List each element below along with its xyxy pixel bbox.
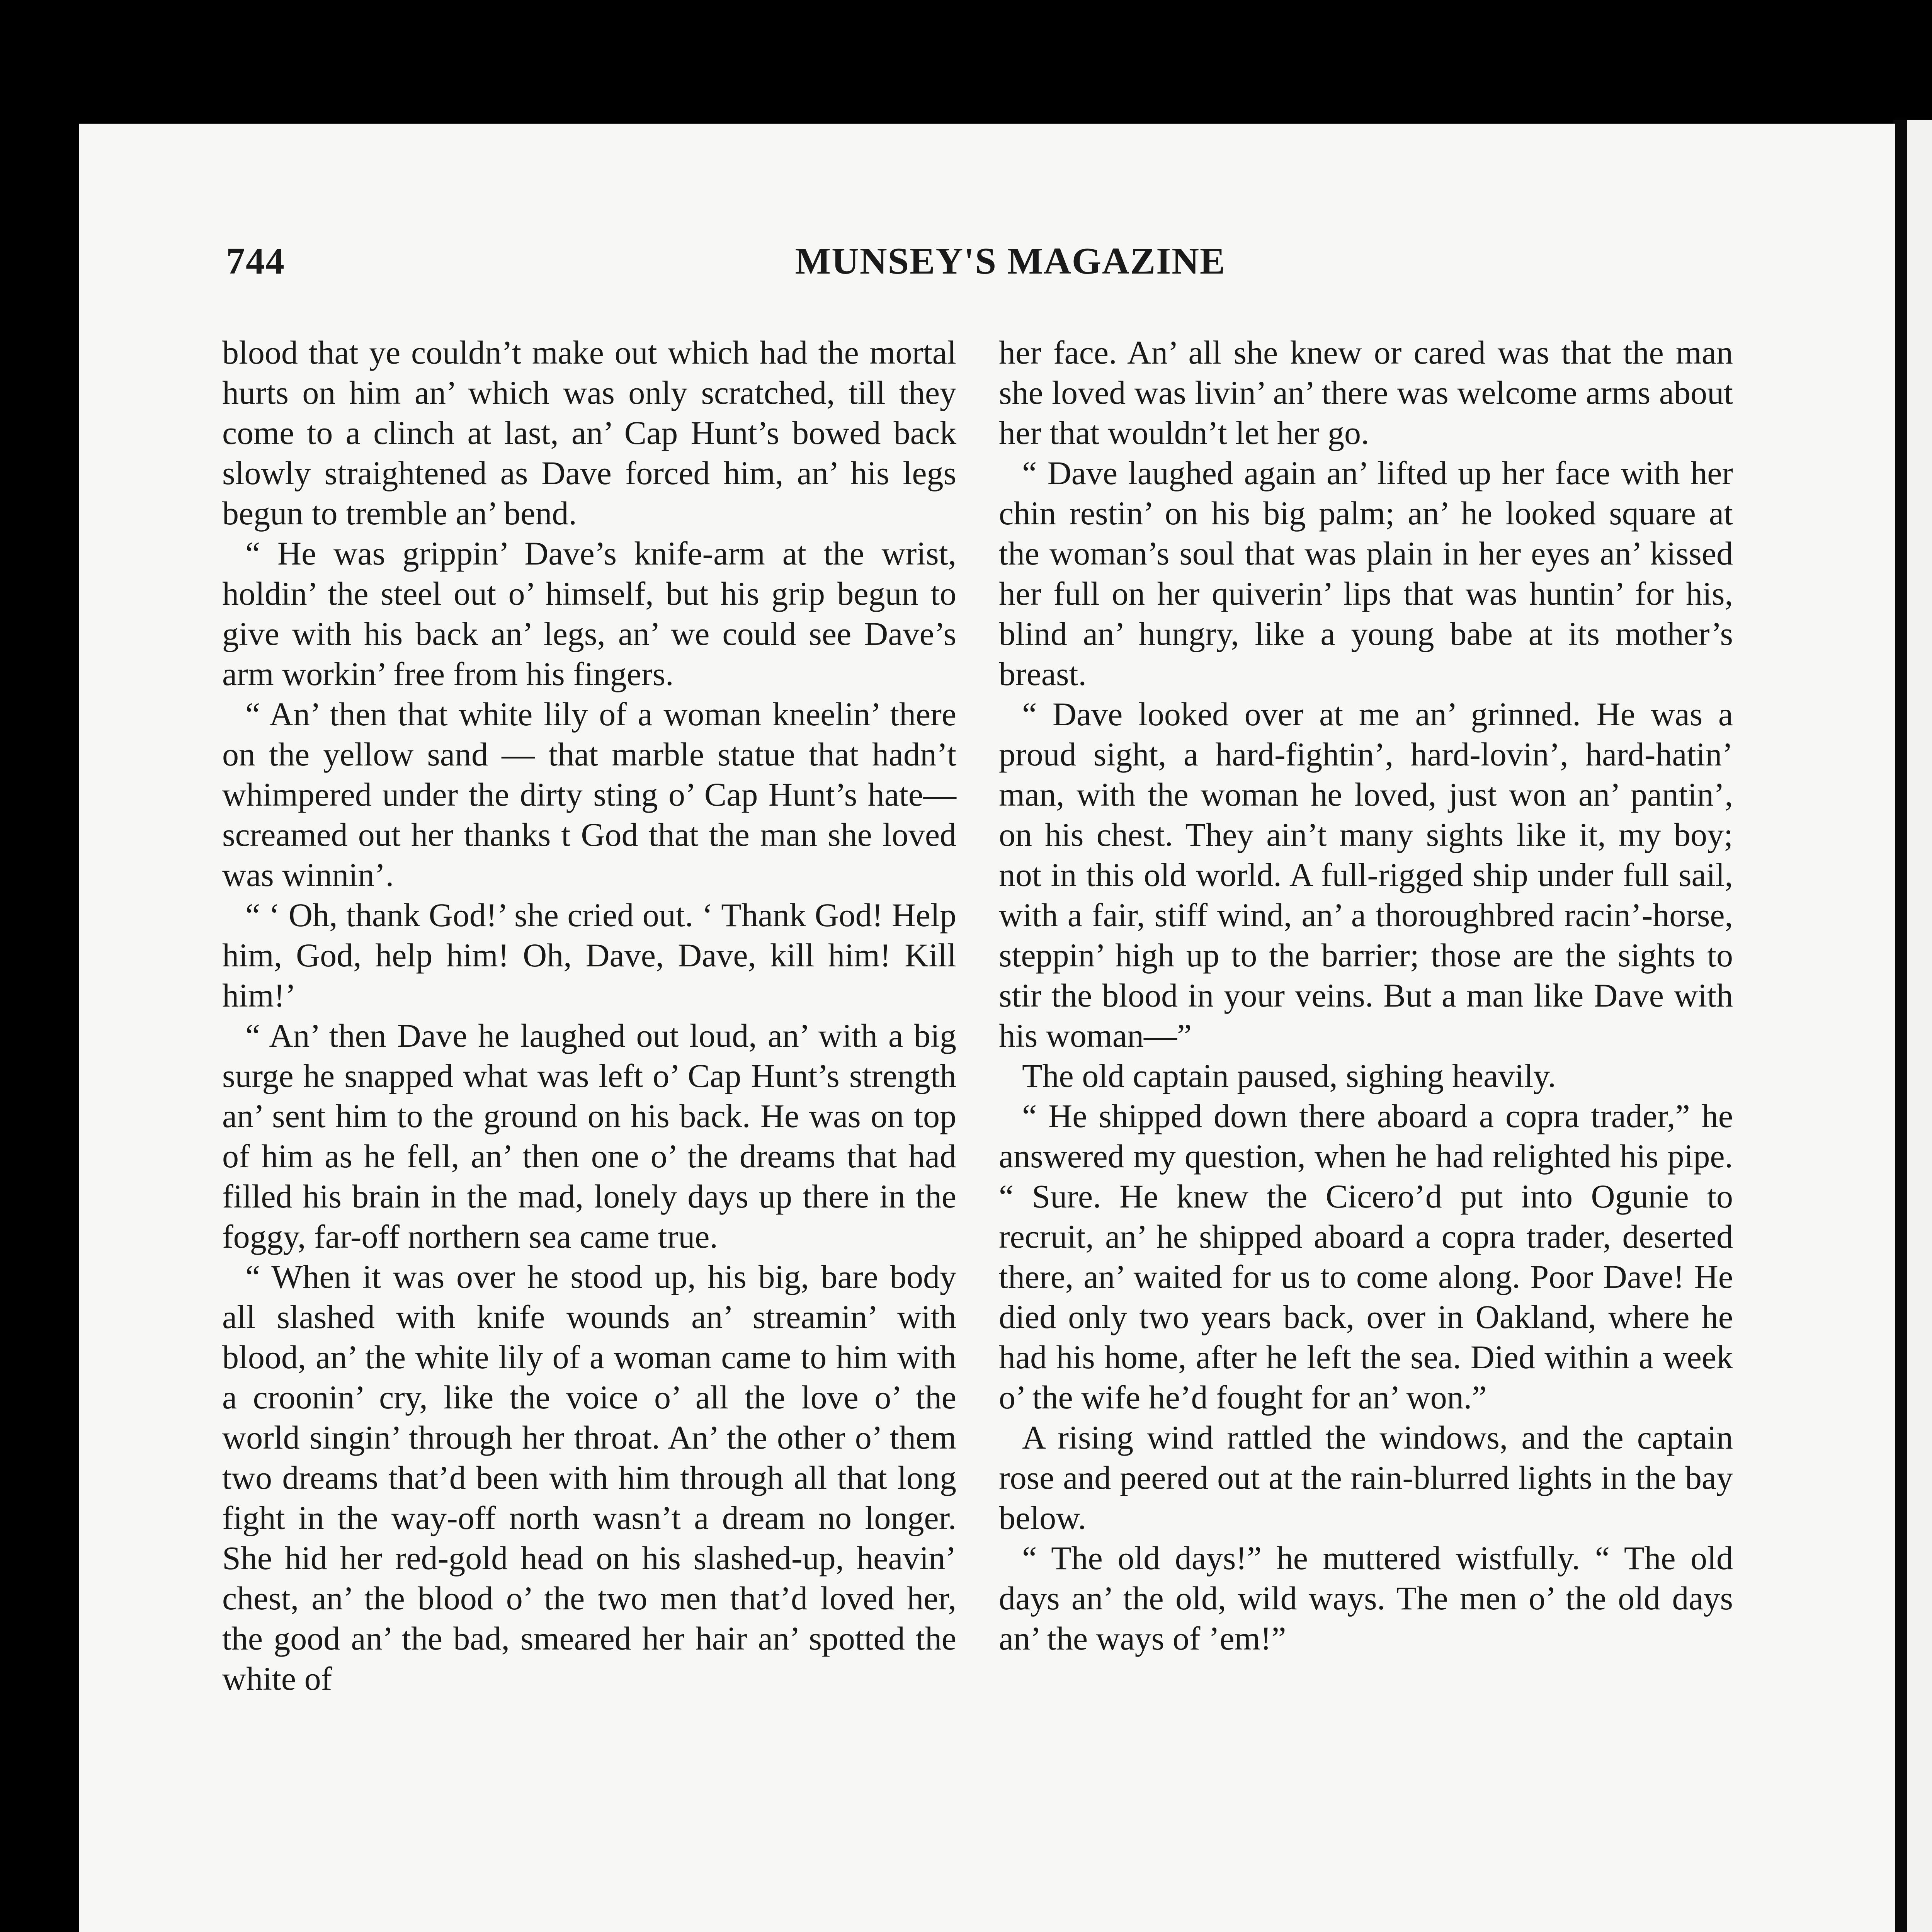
paragraph: “ The old days!” he muttered wistfully. “ The old days an’ the old, wild ways. The men o’ the old days an’ the ways of ’em!” bbox=[999, 1539, 1733, 1657]
running-head bbox=[226, 240, 1795, 301]
magazine-title: MUNSEY'S MAGAZINE bbox=[795, 240, 1226, 282]
paragraph: “ Dave laughed again an’ lifted up her face with her chin restin’ on his big palm; an’ he looked square at the woman’s soul that was plain in her eyes an’ kissed her full on her quiverin’ lips that was huntin’ for his, blind an’ hungry, like a young babe at its mother’s breast. bbox=[999, 454, 1733, 692]
adjacent-page-edge bbox=[1893, 120, 1932, 1932]
paragraph: “ An’ then Dave he laughed out loud, an’ with a big surge he snapped what was left o’ Cap Hunt’s strength an’ sent him to the ground on his back. He was on top of him as he fell, an’ then one o’ the dreams that had filled his brain in the mad, lonely days up there in the foggy, far-off northern sea came true. bbox=[222, 1017, 956, 1255]
left-column bbox=[222, 332, 956, 1699]
right-column bbox=[999, 332, 1733, 1658]
paragraph: A rising wind rattled the windows, and the captain rose and peered out at the rain-blurred lights in the bay below. bbox=[999, 1419, 1733, 1536]
magazine-page bbox=[79, 124, 1895, 1932]
paragraph: “ ‘ Oh, thank God!’ she cried out. ‘ Thank God! Help him, God, help him! Oh, Dave, Dave, kill him! Kill him!’ bbox=[222, 896, 956, 1014]
paragraph: The old captain paused, sighing heavily. bbox=[1022, 1057, 1556, 1094]
paragraph: “ When it was over he stood up, his big, bare body all slashed with knife wounds an’ streamin’ with blood, an’ the white lily of a woman came to him with a croonin’ cry, like the voice o’ all the love o’ the world singin’ through her throat. An’ the other o’ them two dreams that’d been with him through all that long fight in the way-off north wasn’t a dream no longer. She hid her red-gold head on his slashed-up, heavin’ chest, an’ the blood o’ the two men that’d loved her, the good an’ the bad, smeared her hair an’ spotted the white of bbox=[222, 1258, 956, 1697]
story-columns bbox=[222, 332, 1818, 1932]
paragraph: “ He was grippin’ Dave’s knife-arm at the wrist, holdin’ the steel out o’ himself, but his grip begun to give with his back an’ legs, an’ we could see Dave’s arm workin’ free from his fingers. bbox=[222, 535, 956, 692]
paragraph: “ An’ then that white lily of a woman kneelin’ there on the yellow sand — that marble statue that hadn’t whimpered under the dirty sting o’ Cap Hunt’s hate— screamed out her thanks t God that the man she loved was winnin’. bbox=[222, 696, 956, 893]
paragraph: “ He shipped down there aboard a copra trader,” he answered my question, when he had relighted his pipe. “ Sure. He knew the Cicero’d put into Ogunie to recruit, an’ he shipped aboard a copra trader, deserted there, an’ waited for us to come along. Poor Dave! He died only two years back, over in Oakland, where he had his home, after he left the sea. Died within a week o’ the wife he’d fought for an’ won.” bbox=[999, 1097, 1733, 1416]
paragraph: “ Dave looked over at me an’ grinned. He was a proud sight, a hard-fightin’, hard-lovin’, hard-hatin’ man, with the woman he loved, just won an’ pantin’, on his chest. They ain’t many sights like it, my boy; not in this old world. A full-rigged ship under full sail, with a fair, stiff wind, an’ a thoroughbred racin’-horse, steppin’ high up to the barrier; those are the sights to stir the blood in your veins. But a man like Dave with his woman—” bbox=[999, 696, 1733, 1054]
paragraph: blood that ye couldn’t make out which had the mortal hurts on him an’ which was only scratched, till they come to a clinch at last, an’ Cap Hunt’s bowed back slowly straightened as Dave forced him, an’ his legs begun to tremble an’ bend. bbox=[222, 334, 956, 532]
paragraph: her face. An’ all she knew or cared was that the man she loved was livin’ an’ there was welcome arms about her that wouldn’t let her go. bbox=[999, 334, 1733, 451]
page-number: 744 bbox=[226, 240, 285, 282]
